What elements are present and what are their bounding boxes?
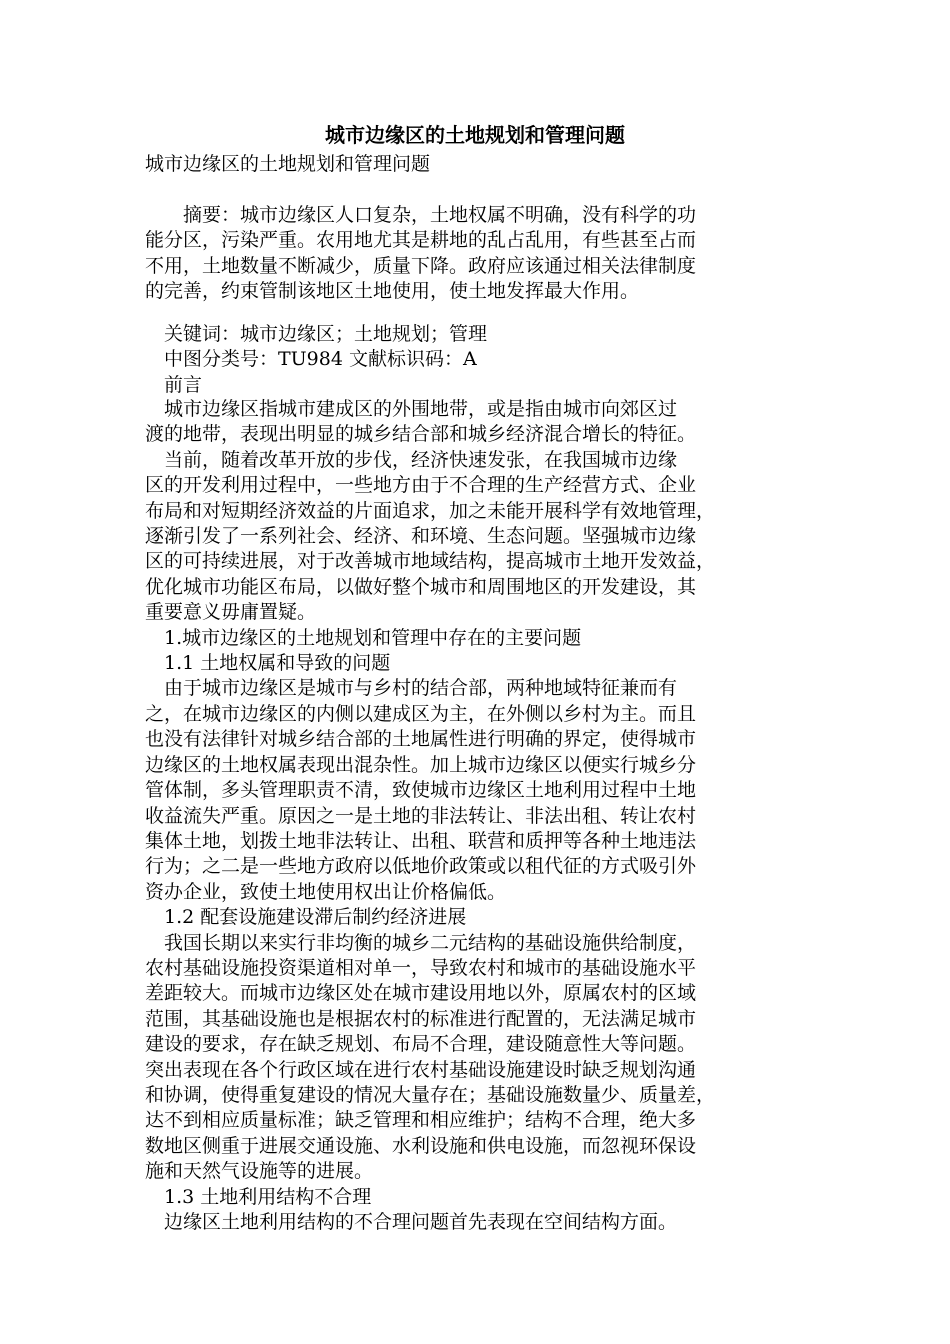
body-line: 集体土地，划拨土地非法转让、出租、联营和质押等各种土地违法: [145, 829, 697, 852]
body-line: 农村基础设施投资渠道相对单一，导致农村和城市的基础设施水平: [145, 956, 697, 979]
body-line: 突出表现在各个行政区域在进行农村基础设施建设时缺乏规划沟通: [145, 1058, 697, 1081]
body-line: 1.城市边缘区的土地规划和管理中存在的主要问题: [145, 626, 582, 649]
body-line: 1.2 配套设施建设滞后制约经济进展: [145, 906, 467, 929]
body-line: 之，在城市边缘区的内侧以建成区为主，在外侧以乡村为主。而且: [145, 702, 697, 725]
body-line: 由于城市边缘区是城市与乡村的结合部，两种地域特征兼而有: [145, 677, 678, 700]
body-line: 建设的要求，存在缺乏规划、布局不合理，建设随意性大等问题。: [145, 1033, 697, 1056]
body-text: [145, 397, 805, 1235]
body-line: 和协调，使得重复建设的情况大量存在；基础设施数量少、质量差，: [145, 1083, 716, 1106]
body-line: 管体制，多头管理职责不清，致使城市边缘区土地利用过程中土地: [145, 779, 697, 802]
body-line: 区的开发利用过程中，一些地方由于不合理的生产经营方式、企业: [145, 474, 697, 497]
abstract-section: [145, 203, 805, 305]
body-line: 资办企业，致使土地使用权出让价格偏低。: [145, 880, 507, 903]
body-line: 区的可持续进展，对于改善城市地域结构，提高城市土地开发效益，: [145, 550, 716, 573]
body-line: 差距较大。而城市边缘区处在城市建设用地以外，原属农村的区域: [145, 982, 697, 1005]
body-line: 重要意义毋庸置疑。: [145, 601, 317, 624]
meta-line: 前言: [145, 373, 203, 396]
body-line: 1.1 土地权属和导致的问题: [145, 652, 391, 675]
body-line: 当前，随着改革开放的步伐，经济快速发张，在我国城市边缘: [145, 448, 678, 471]
body-line: 优化城市功能区布局，以做好整个城市和周围地区的开发建设，其: [145, 575, 697, 598]
subtitle-line: 城市边缘区的土地规划和管理问题: [145, 153, 431, 175]
body-line: 也没有法律针对城乡结合部的土地属性进行明确的界定，使得城市: [145, 728, 697, 751]
body-line: 布局和对短期经济效益的片面追求，加之未能开展科学有效地管理，: [145, 499, 716, 522]
body-line: 边缘区土地利用结构的不合理问题首先表现在空间结构方面。: [145, 1211, 678, 1233]
body-line: 1.3 土地利用结构不合理: [145, 1185, 372, 1208]
body-line: 边缘区的土地权属表现出混杂性。加上城市边缘区以便实行城乡分: [145, 753, 697, 776]
keywords-section: [145, 322, 805, 398]
meta-line: 中图分类号：TU984 文献标识码：A: [145, 348, 477, 371]
abstract-line: 摘要：城市边缘区人口复杂，土地权属不明确，没有科学的功: [145, 204, 697, 226]
body-line: 数地区侧重于进展交通设施、水利设施和供电设施，而忽视环保设: [145, 1134, 697, 1157]
abstract-line: 不用，土地数量不断减少，质量下降。政府应该通过相关法律制度: [145, 254, 697, 277]
body-line: 城市边缘区指城市建成区的外围地带，或是指由城市向郊区过: [145, 398, 678, 420]
document-subtitle: [145, 152, 805, 177]
body-line: 逐渐引发了一系列社会、经济、和环境、生态问题。坚强城市边缘: [145, 525, 697, 548]
body-line: 达不到相应质量标准；缺乏管理和相应维护；结构不合理，绝大多: [145, 1109, 697, 1132]
body-line: 我国长期以来实行非均衡的城乡二元结构的基础设施供给制度，: [145, 931, 697, 954]
abstract-line: 能分区，污染严重。农用地尤其是耕地的乱占乱用，有些甚至占而: [145, 229, 697, 252]
abstract-line: 的完善，约束管制该地区土地使用，使土地发挥最大作用。: [145, 280, 640, 303]
body-line: 行为；之二是一些地方政府以低地价政策或以租代征的方式吸引外: [145, 855, 697, 878]
body-line: 收益流失严重。原因之一是土地的非法转让、非法出租、转让农村: [145, 804, 697, 827]
body-line: 渡的地带，表现出明显的城乡结合部和城乡经济混合增长的特征。: [145, 423, 697, 446]
document-title: 城市边缘区的土地规划和管理问题: [325, 123, 625, 147]
body-line: 施和天然气设施等的进展。: [145, 1160, 374, 1183]
body-line: 范围，其基础设施也是根据农村的标准进行配置的，无法满足城市: [145, 1007, 697, 1030]
meta-line: 关键词：城市边缘区；土地规划；管理: [145, 323, 488, 345]
